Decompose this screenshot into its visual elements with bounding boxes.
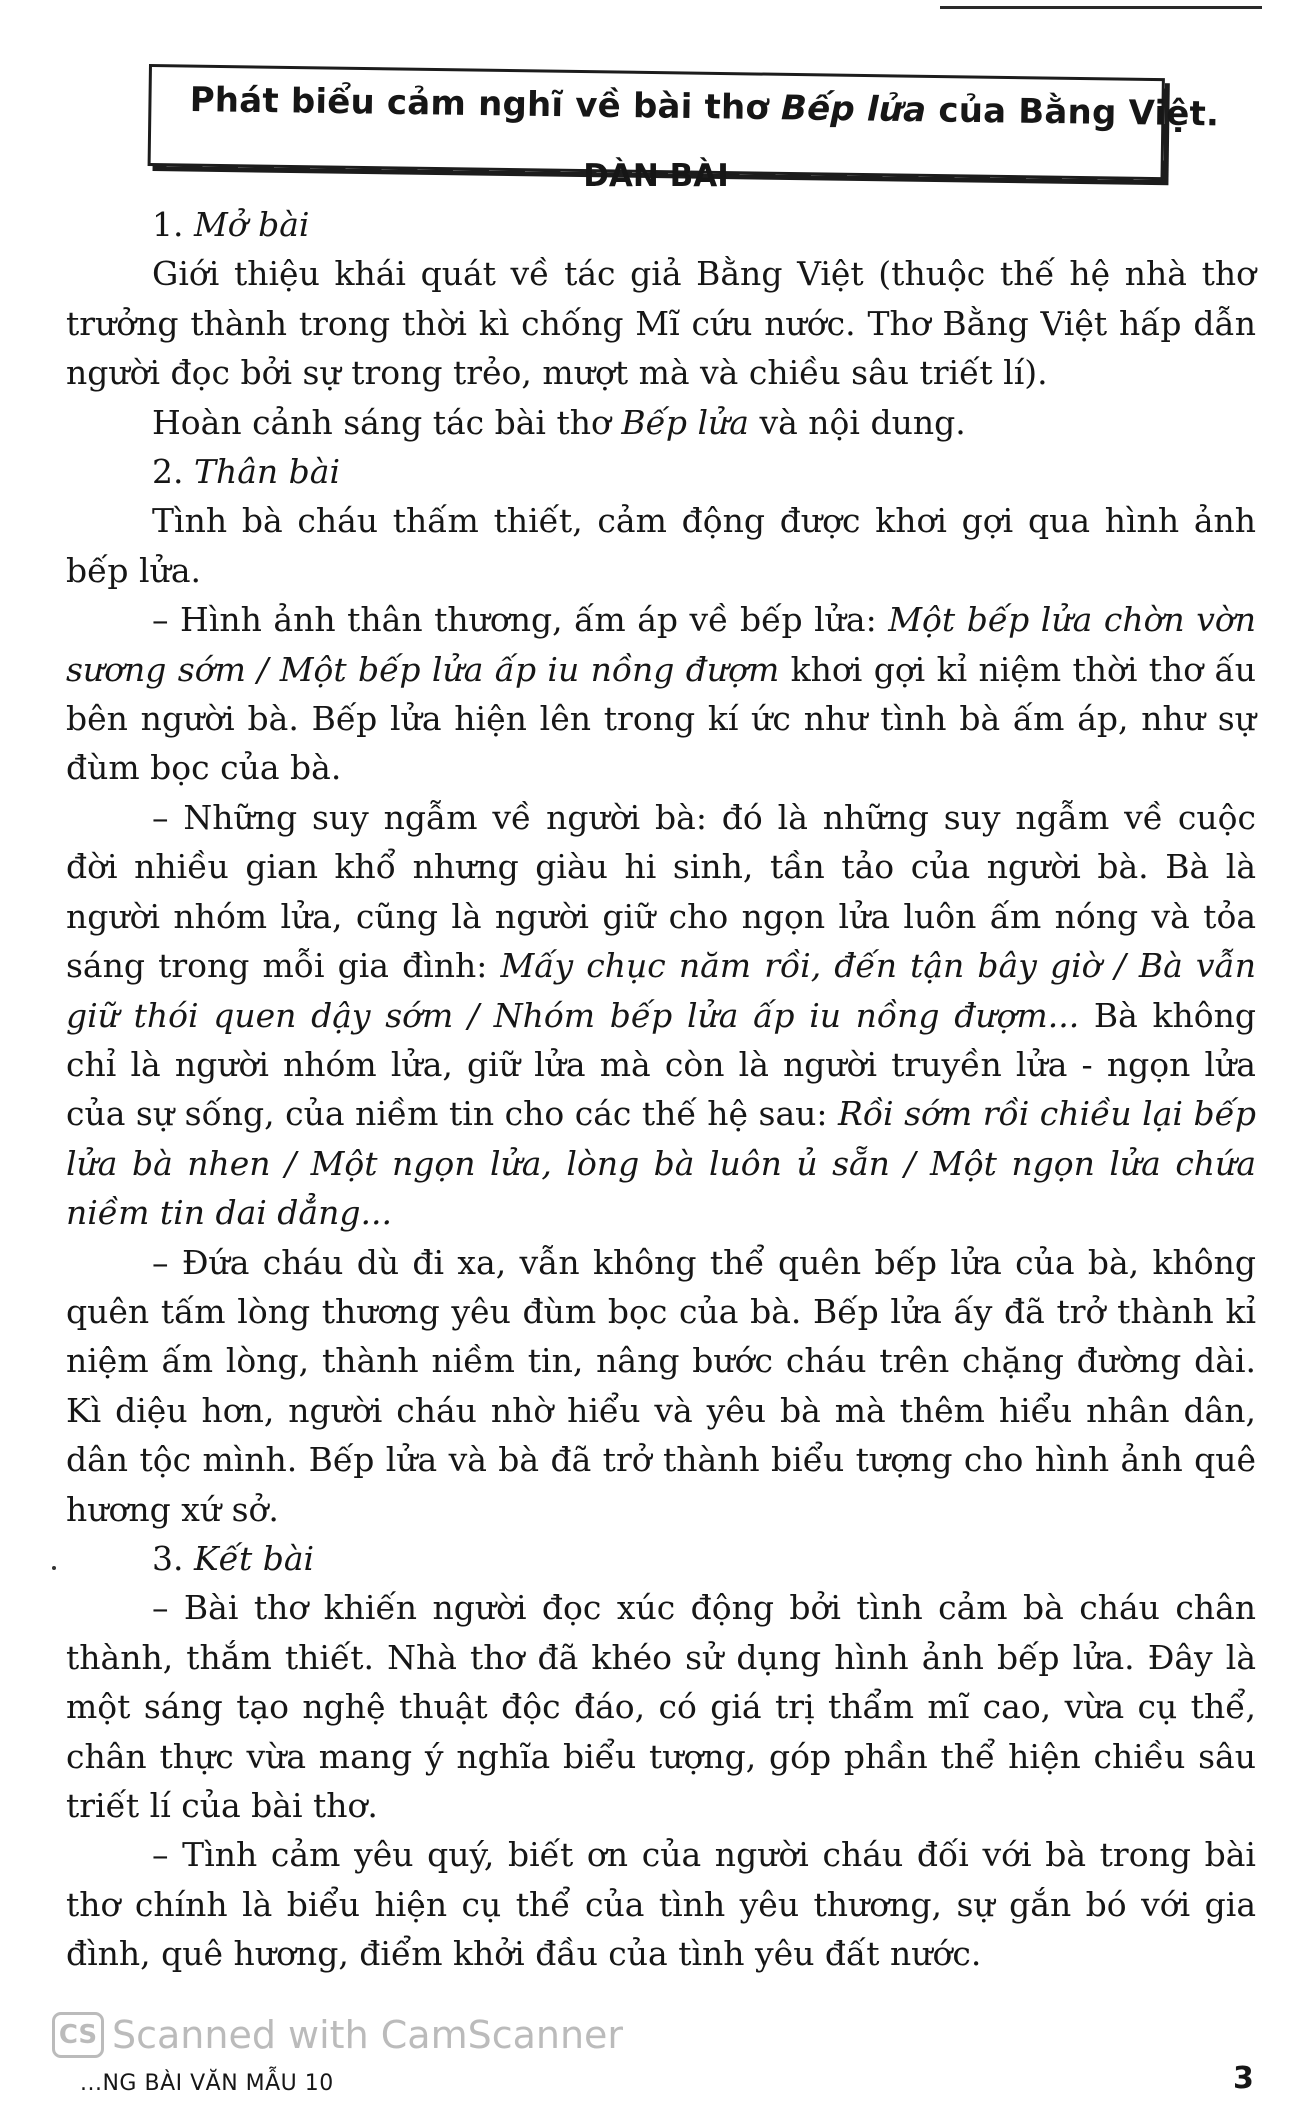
poem-quote: Mấy chục năm rồi, đến tận bây giờ / Bà vẫn giữ thói quen dậy sớm / Nhóm bếp lửa ấp iu nồng đượm...	[66, 946, 1256, 1035]
body-paragraph-3	[66, 793, 1256, 1238]
page-number: 3	[1233, 2061, 1254, 2096]
title-poem: Bếp lửa	[780, 88, 927, 131]
section-heading-conclusion	[66, 1534, 1256, 1583]
text-run: Bà không chỉ là người nhóm lửa, giữ lửa mà còn là người truyền lửa - ngọn lửa của sự sống, của niềm tin cho các thế hệ sau:	[66, 995, 1256, 1134]
title-suffix: của Bằng Việt.	[926, 90, 1220, 135]
camscanner-logo-icon: CS	[52, 2012, 104, 2058]
section-heading-body	[66, 447, 1256, 496]
section-number: 3.	[152, 1538, 194, 1578]
body-paragraph-4: – Đứa cháu dù đi xa, vẫn không thể quên bếp lửa của bà, không quên tấm lòng thương yêu đùm bọc của bà. Bếp lửa ấy đã trở thành kỉ niệm ấm lòng, thành niềm tin, nâng bước cháu trên chặng đường dài. Kì diệu hơn, người cháu nhờ hiểu và yêu bà mà thêm hiểu nhân dân, dân tộc mình. Bếp lửa và bà đã trở thành biểu tượng cho hình ảnh quê hương xứ sở.	[66, 1242, 1256, 1529]
conclusion-paragraph-1: – Bài thơ khiến người đọc xúc động bởi tình cảm bà cháu chân thành, thắm thiết. Nhà thơ đã khéo sử dụng hình ảnh bếp lửa. Đây là một sáng tạo nghệ thuật độc đáo, có giá trị thẩm mĩ cao, vừa cụ thể, chân thực vừa mang ý nghĩa biểu tượng, góp phần thể hiện chiều sâu triết lí của bài thơ.	[66, 1588, 1256, 1825]
conclusion-paragraph-2: – Tình cảm yêu quý, biết ơn của người cháu đối với bà trong bài thơ chính là biểu hiện cụ thể của tình yêu thương, sự gắn bó với gia đình, quê hương, điểm khởi đầu của tình yêu đất nước.	[66, 1835, 1256, 1974]
scan-speck	[52, 1566, 56, 1570]
text-run: – Những suy ngẫm về người bà: đó là những suy ngẫm về cuộc đời nhiều gian khổ nhưng giàu hi sinh, tần tảo của người bà. Bà là người nhóm lửa, cũng là người giữ cho ngọn lửa luôn ấm nóng và tỏa sáng trong mỗi gia đình:	[66, 797, 1256, 986]
section-heading-intro	[66, 200, 1256, 249]
document-body	[66, 200, 1256, 1979]
section-number: 2.	[152, 452, 194, 492]
text-run: – Hình ảnh thân thương, ấm áp về bếp lửa:	[152, 600, 889, 640]
watermark-text: Scanned with CamScanner	[112, 2013, 624, 2057]
body-paragraph-1: Tình bà cháu thấm thiết, cảm động được khơi gợi qua hình ảnh bếp lửa.	[66, 501, 1256, 590]
poem-quote: Một bếp lửa chờn vờn sương sớm / Một bếp lửa ấp iu nồng đượm	[66, 600, 1256, 689]
top-rule	[940, 6, 1262, 9]
title-prefix: Phát biểu cảm nghĩ về bài thơ	[189, 80, 782, 129]
intro-paragraph-2	[66, 398, 1256, 447]
text-run: Hoàn cảnh sáng tác bài thơ	[152, 402, 622, 442]
section-name: Thân bài	[193, 452, 341, 492]
section-number: 1.	[152, 205, 194, 244]
poem-title: Bếp lửa	[621, 402, 749, 442]
section-name: Mở bài	[193, 205, 310, 244]
poem-quote: Rồi sớm rồi chiều lại bếp lửa bà nhen / Một ngọn lửa, lòng bà luôn ủ sẵn / Một ngọn lửa chứa niềm tin dai dẳng...	[66, 1094, 1256, 1233]
body-paragraph-2	[66, 595, 1256, 793]
footer-book-title: ...NG BÀI VĂN MẪU 10	[80, 2071, 334, 2096]
text-run: và nội dung.	[748, 402, 966, 442]
section-name: Kết bài	[193, 1538, 315, 1578]
text-run: khơi gợi kỉ niệm thời thơ ấu bên người bà. Bếp lửa hiện lên trong kí ức như tình bà ấm áp, như sự đùm bọc của bà.	[66, 649, 1256, 788]
camscanner-watermark	[52, 2012, 623, 2058]
outline-heading: DÀN BÀI	[583, 158, 729, 194]
intro-paragraph-1: Giới thiệu khái quát về tác giả Bằng Việt (thuộc thế hệ nhà thơ trưởng thành trong thời kì chống Mĩ cứu nước. Thơ Bằng Việt hấp dẫn người đọc bởi sự trong trẻo, mượt mà và chiều sâu triết lí).	[66, 254, 1256, 393]
